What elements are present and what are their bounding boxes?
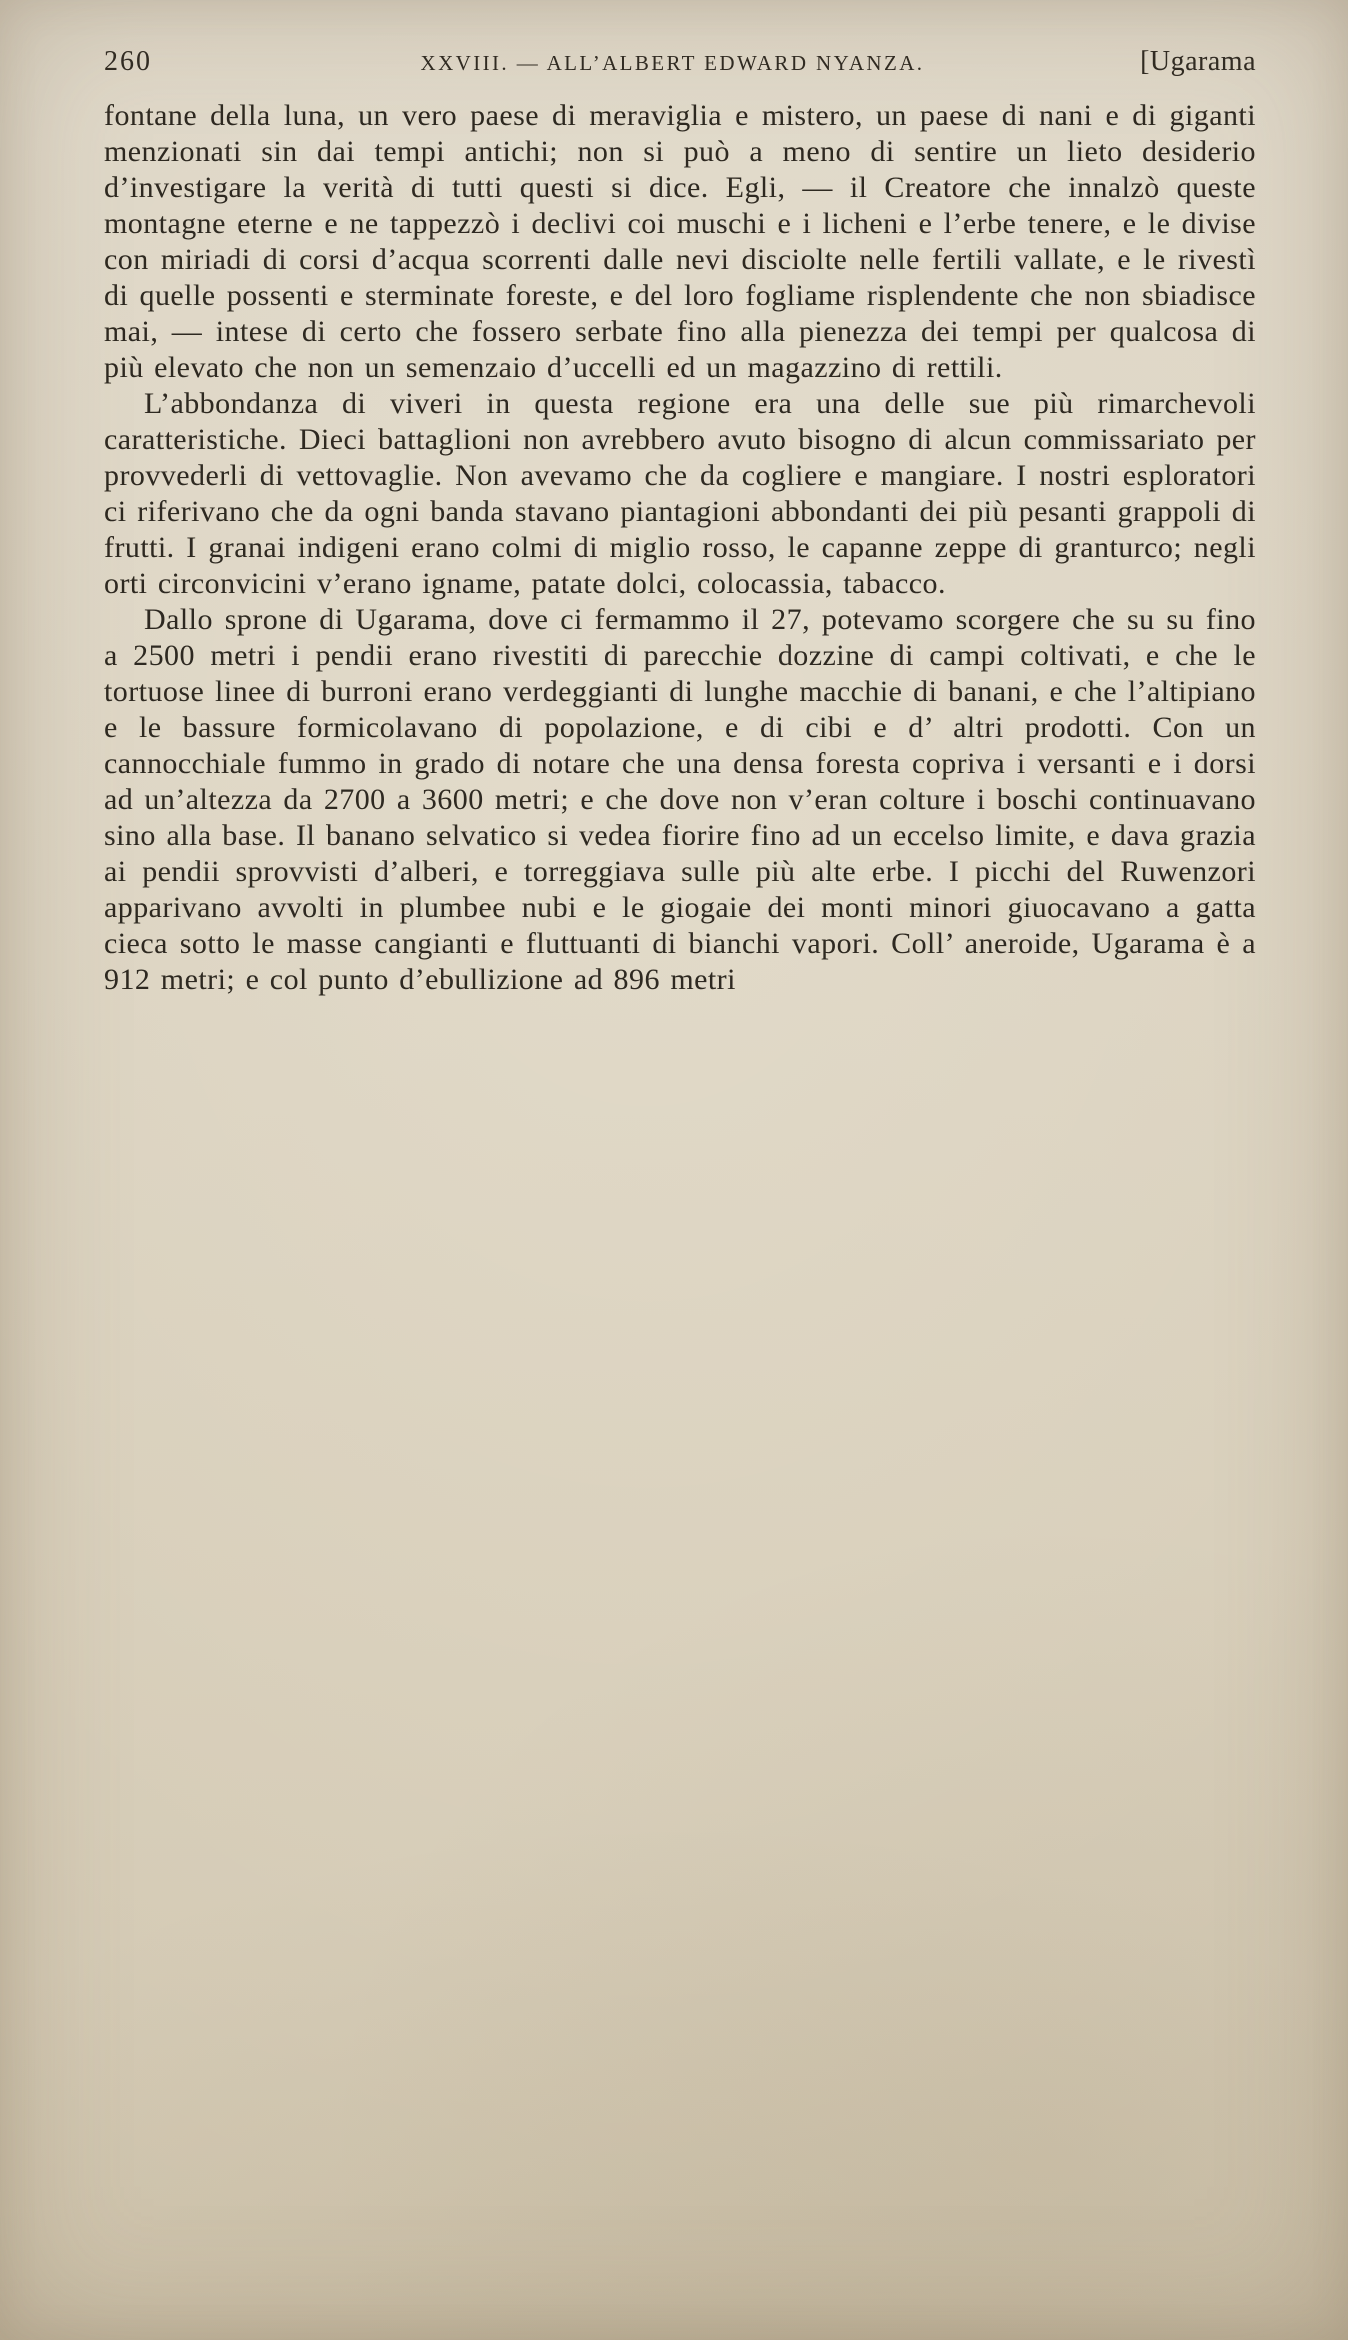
page-number: 260	[104, 46, 152, 77]
catchword: [Ugarama	[1140, 46, 1256, 77]
page-body	[104, 98, 1256, 998]
paragraph: L’abbondanza di viveri in questa regione era una delle sue più rimarchevoli caratteristiche. Dieci battaglioni non avrebbero avuto bisogno di alcun commissariato per provvederli di vettovaglie. Non avevamo che da cogliere e mangiare. I nostri esploratori ci riferivano che da ogni banda stavano piantagioni abbondanti dei più pesanti grappoli di frutti. I granai indigeni erano colmi di miglio rosso, le capanne zeppe di granturco; negli orti circonvicini v’erano igname, patate dolci, colocassia, tabacco.	[104, 387, 1256, 600]
paragraph: fontane della luna, un vero paese di meraviglia e mistero, un paese di nani e di giganti menzionati sin dai tempi antichi; non si può a meno di sentire un lieto desiderio d’investigare la verità di tutti questi si dice. Egli, — il Creatore che innalzò queste montagne eterne e ne tappezzò i declivi coi muschi e i licheni e l’erbe tenere, e le divise con miriadi di corsi d’acqua scorrenti dalle nevi disciolte nelle fertili vallate, e le rivestì di quelle possenti e sterminate foreste, e del loro fogliame risplendente che non sbiadisce mai, — intese di certo che fossero serbate fino alla pienezza dei tempi per qualcosa di più elevato che non un semenzaio d’uccelli ed un magazzino di rettili.	[104, 99, 1256, 384]
paragraph: Dallo sprone di Ugarama, dove ci fermammo il 27, potevamo scorgere che su su fino a 2500 metri i pendii erano rivestiti di parecchie dozzine di campi coltivati, e che le tortuose linee di burroni erano verdeggianti di lunghe macchie di banani, e che l’altipiano e le bassure formicolavano di popolazione, e di cibi e d’ altri prodotti. Con un cannocchiale fummo in grado di notare che una densa foresta copriva i versanti e i dorsi ad un’altezza da 2700 a 3600 metri; e che dove non v’eran colture i boschi continuavano sino alla base. Il banano selvatico si vedea fiorire fino ad un eccelso limite, e dava grazia ai pendii sprovvisti d’alberi, e torreggiava sulle più alte erbe. I picchi del Ruwenzori apparivano avvolti in plumbee nubi e le giogaie dei monti minori giuocavano a gatta cieca sotto le masse cangianti e fluttuanti di bianchi vapori. Coll’ aneroide, Ugarama è a 912 metri; e col punto d’ebullizione ad 896 metri	[104, 603, 1256, 996]
running-header: XXVIII. — ALL’ALBERT EDWARD NYANZA.	[420, 51, 925, 75]
page-header	[104, 46, 1256, 78]
